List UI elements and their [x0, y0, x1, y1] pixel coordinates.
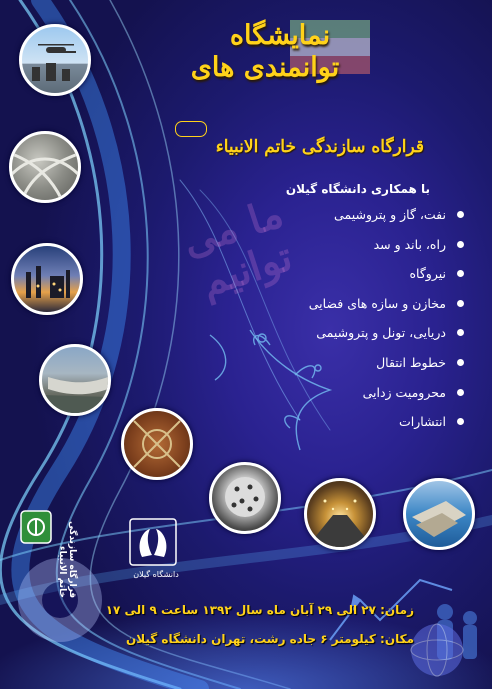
bullet-icon: [457, 300, 464, 307]
list-item: خطوط انتقال: [226, 348, 466, 378]
photo-helicopter: [19, 24, 91, 96]
photo-dam: [39, 344, 111, 416]
khatam-emblem-icon: [20, 510, 52, 544]
list-item: راه، باند و سد: [226, 230, 466, 260]
bullet-icon: [457, 359, 464, 366]
photo-highway-interchange: [9, 131, 81, 203]
event-time: زمان: ۲۷ الی ۲۹ آبان ماه سال ۱۳۹۲ ساعت ۹ الی ۱۷: [105, 603, 414, 617]
list-item: انتشارات: [226, 407, 466, 437]
prophet-badge-icon: [175, 121, 207, 137]
bullet-icon: [457, 241, 464, 248]
list-item: محرومیت زدایی: [226, 378, 466, 408]
gilan-university-emblem-icon: [128, 517, 178, 567]
poster-title: [130, 18, 430, 86]
list-item: نیروگاه: [226, 259, 466, 289]
photo-marine-port: [403, 478, 475, 550]
gilan-university-logo: [128, 517, 178, 571]
event-location: مکان: کیلومتر ۶ جاده رشت، تهران دانشگاه گیلان: [125, 632, 414, 646]
list-item: مخازن و سازه های فضایی: [226, 289, 466, 319]
bullet-icon: [457, 418, 464, 425]
photo-drilling-machine: [121, 408, 193, 480]
poster-subtitle: قرارگاه سازندگی خاتم الانبیاء: [215, 137, 424, 157]
photo-power-plant: [11, 243, 83, 315]
photo-sphere-structure: [209, 462, 281, 534]
list-item: نفت، گاز و پتروشیمی: [226, 200, 466, 230]
collaboration-text: با همکاری دانشگاه گیلان: [285, 182, 430, 196]
photo-tunnel: [304, 478, 376, 550]
globe-icon: [411, 624, 463, 676]
bullet-icon: [457, 211, 464, 218]
bullet-icon: [457, 389, 464, 396]
title-line-1: نمایشگاه: [229, 20, 331, 51]
bullet-icon: [457, 329, 464, 336]
topics-list: [226, 200, 466, 437]
bullet-icon: [457, 270, 464, 277]
watermark-text: ما می توانیم: [176, 189, 298, 307]
khatam-logo-text: قرارگاه سازندگی خاتم الانبیاء: [57, 520, 77, 598]
gilan-university-text: دانشگاه گیلان: [133, 570, 179, 579]
list-item: دریایی، تونل و پتروشیمی: [226, 318, 466, 348]
title-line-2: توانمندی های: [190, 52, 340, 83]
